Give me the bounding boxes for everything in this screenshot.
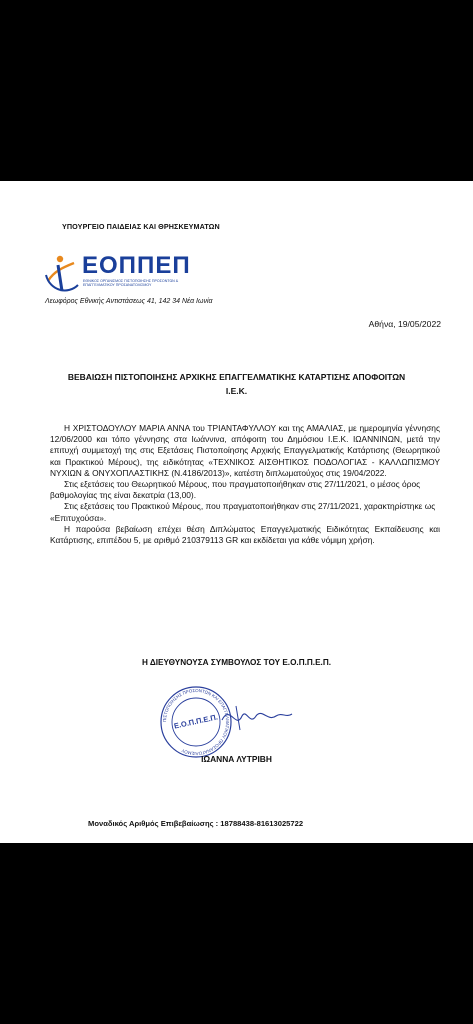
title-line-1: ΒΕΒΑΙΩΣΗ ΠΙΣΤΟΠΟΙΗΣΗΣ ΑΡΧΙΚΗΣ ΕΠΑΓΓΕΛΜΑΤΙΚΗΣ ΚΑΤΑΡΤΙΣΗΣ ΑΠΟΦΟΙΤΩΝ xyxy=(67,372,406,382)
document-body xyxy=(50,423,440,546)
official-stamp-and-signature xyxy=(152,686,322,760)
stamp-outer-text: ΠΙΣΤΟΠΟΙΗΣΗΣ ΠΡΟΣΟΝΤΩΝ ΚΑΙ ΕΠΑΓΓΕΛΜΑΤΙΚΟΥ ΠΡΟΣΑΝΑΤΟΛΙΣΜΟΥ xyxy=(161,687,231,757)
verification-number: Μοναδικός Αριθμός Επιβεβαίωσης : 18788438-81613025722 xyxy=(88,819,304,828)
body-paragraph-3: Στις εξετάσεις του Πρακτικού Μέρους, που πραγματοποιήθηκαν στις 27/11/2021, χαρακτηρίστηκε ως «Επιτυχούσα». xyxy=(50,501,436,523)
logo-figure-head xyxy=(57,256,63,262)
logo-wordmark: ΕΟΠΠΕΠ xyxy=(82,252,191,279)
document-date: Αθήνα, 19/05/2022 xyxy=(368,319,441,329)
body-paragraph-2: Στις εξετάσεις του Θεωρητικού Μέρους, που πραγματοποιήθηκαν στις 27/11/2021, ο μέσος όρος βαθμολογίας της είναι δεκατρία (13,00). xyxy=(50,479,421,501)
organization-address: Λεωφόρος Εθνικής Αντιστάσεως 41, 142 34 Νέα Ιωνία xyxy=(45,298,213,305)
body-paragraph-4: Η παρούσα βεβαίωση επέχει θέση Διπλώματος Επαγγελματικής Ειδικότητας Εκπαίδευσης και Κατάρτισης, επιπέδου 5, με αριθμό 210379113 GR και εκδίδεται για κάθε νόμιμη χρήση. xyxy=(50,523,440,546)
stamp-inner-text: Ε.Ο.Π.Π.Ε.Π. xyxy=(173,712,219,731)
signature-stroke xyxy=(236,706,240,730)
document-title xyxy=(30,370,443,398)
logo-subtitle: ΕΘΝΙΚΟΣ ΟΡΓΑΝΙΣΜΟΣ ΠΙΣΤΟΠΟΙΗΣΗΣ ΠΡΟΣΟΝΤΩΝ & ΕΠΑΓΓΕΛΜΑΤΙΚΟΥ ΠΡΟΣΑΝΑΤΟΛΙΣΜΟΥ xyxy=(83,279,179,288)
ministry-name: ΥΠΟΥΡΓΕΙΟ ΠΑΙΔΕΙΑΣ ΚΑΙ ΘΡΗΣΚΕΥΜΑΤΩΝ xyxy=(62,222,220,231)
signer-name: ΙΩΑΝΝΑ ΛΥΤΡΙΒΗ xyxy=(201,754,272,764)
body-paragraph-1: Η ΧΡΙΣΤΟΔΟΥΛΟΥ ΜΑΡΙΑ ΑΝΝΑ του ΤΡΙΑΝΤΑΦΥΛΛΟΥ και της ΑΜΑΛΙΑΣ, με ημερομηνία γέννησης 12/06/2000 και τόπο γέννησης στα Ιωάννινα, απόφοιτη του Δημόσιου Ι.Ε.Κ. ΙΩΑΝΝΙΝΩΝ, μετά την επιτυχή συμμετοχή της στις Εξετάσεις Πιστοποίησης Αρχικής Επαγγελματικής Κατάρτισης (Θεωρητικού και Πρακτικού Μέρους), της ειδικότητας «ΤΕΧΝΙΚΟΣ ΑΙΣΘΗΤΙΚΟΣ ΠΟΔΟΛΟΓΙΑΣ - ΚΑΛΛΩΠΙΣΜΟΥ ΝΥΧΙΩΝ & ΟΝΥΧΟΠΛΑΣΤΙΚΗΣ (Ν.4186/2013)», κατέστη διπλωματούχος στις 19/04/2022. xyxy=(50,423,440,478)
title-line-2: Ι.Ε.Κ. xyxy=(225,386,248,396)
handwritten-signature xyxy=(222,713,292,720)
signer-title: Η ΔΙΕΥΘΥΝΟΥΣΑ ΣΥΜΒΟΥΛΟΣ ΤΟΥ Ε.Ο.Π.Π.Ε.Π. xyxy=(141,658,332,667)
certificate-document xyxy=(0,181,473,843)
